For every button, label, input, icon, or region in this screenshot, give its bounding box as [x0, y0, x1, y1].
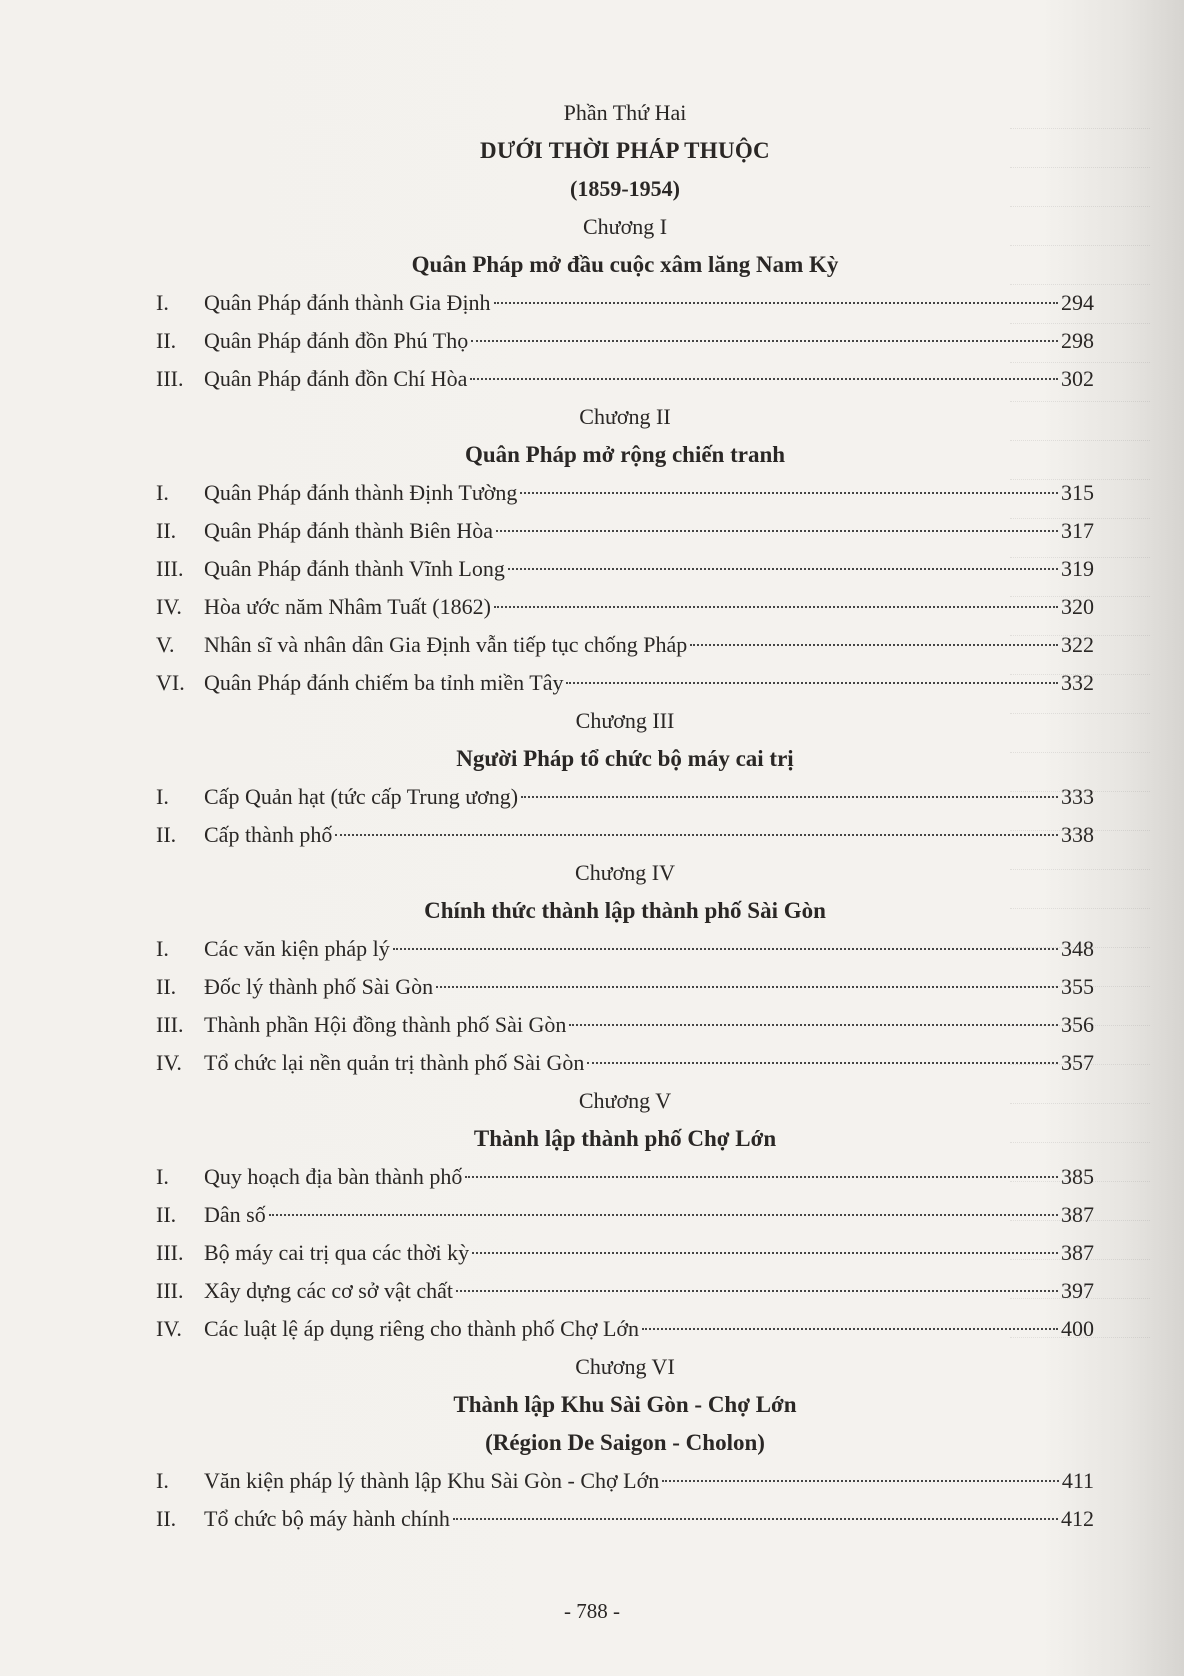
dot-leader	[456, 1290, 1058, 1292]
toc-entry[interactable]	[156, 1158, 1094, 1196]
entry-page-number: 355	[1061, 974, 1094, 999]
entry-page-number: 333	[1061, 784, 1094, 809]
entry-page-number: 315	[1061, 480, 1094, 505]
page-number: - 788 -	[564, 1599, 620, 1623]
part-label: Phần Thứ Hai	[563, 100, 687, 125]
entry-title: Thành phần Hội đồng thành phố Sài Gòn	[204, 1012, 567, 1037]
entry-number: I.	[156, 784, 169, 809]
entry-title: Quân Pháp đánh thành Định Tường	[204, 480, 518, 505]
dot-leader	[662, 1480, 1059, 1482]
toc-entry[interactable]	[156, 360, 1094, 398]
entry-title: Cấp Quản hạt (tức cấp Trung ương)	[204, 784, 519, 809]
dot-leader	[520, 492, 1058, 494]
chapter-title: Chính thức thành lập thành phố Sài Gòn	[424, 898, 826, 923]
chapter-label: Chương II	[579, 404, 671, 429]
toc-entry[interactable]	[156, 550, 1094, 588]
entry-page-number: 397	[1061, 1278, 1094, 1303]
entry-title: Quy hoạch địa bàn thành phố	[204, 1164, 463, 1189]
dot-leader	[465, 1176, 1058, 1178]
entry-title: Văn kiện pháp lý thành lập Khu Sài Gòn - Chợ Lớn	[204, 1468, 660, 1493]
toc-entry[interactable]	[156, 1196, 1094, 1234]
entry-title: Dân số	[204, 1202, 266, 1227]
entry-number: III.	[156, 366, 184, 391]
dot-leader	[470, 378, 1058, 380]
toc-entry[interactable]	[156, 284, 1094, 322]
entry-page-number: 298	[1061, 328, 1094, 353]
entry-title: Đốc lý thành phố Sài Gòn	[204, 974, 434, 999]
dot-leader	[472, 1252, 1058, 1254]
entry-title: Các văn kiện pháp lý	[204, 936, 390, 961]
dot-leader	[453, 1518, 1058, 1520]
entry-title: Quân Pháp đánh đồn Phú Thọ	[204, 328, 469, 353]
toc-entry[interactable]	[156, 1310, 1094, 1348]
entry-title: Quân Pháp đánh thành Vĩnh Long	[204, 556, 505, 581]
entry-page-number: 385	[1061, 1164, 1094, 1189]
toc-entry[interactable]	[156, 1500, 1094, 1538]
entry-title: Nhân sĩ và nhân dân Gia Định vẫn tiếp tục chống Pháp	[204, 632, 688, 657]
entry-number: I.	[156, 936, 169, 961]
chapter-title: Quân Pháp mở rộng chiến tranh	[464, 442, 786, 467]
entry-page-number: 411	[1061, 1468, 1094, 1493]
toc-entry[interactable]	[156, 1462, 1094, 1500]
toc-entry[interactable]	[156, 968, 1094, 1006]
entry-number: IV.	[156, 594, 182, 619]
entry-number: III.	[156, 1012, 184, 1037]
chapter-list	[156, 208, 1094, 1538]
chapter-title: Quân Pháp mở đầu cuộc xâm lăng Nam Kỳ	[411, 252, 839, 277]
entry-number: IV.	[156, 1050, 182, 1075]
entry-title: Quân Pháp đánh thành Gia Định	[204, 290, 491, 315]
entry-page-number: 387	[1061, 1240, 1094, 1265]
entry-title: Xây dựng các cơ sở vật chất	[204, 1278, 453, 1303]
entry-number: II.	[156, 328, 177, 353]
dot-leader	[494, 302, 1058, 304]
entry-title: Tổ chức bộ máy hành chính	[204, 1506, 450, 1531]
entry-number: II.	[156, 822, 177, 847]
dot-leader	[642, 1328, 1058, 1330]
entry-number: IV.	[156, 1316, 182, 1341]
toc-entry[interactable]	[156, 474, 1094, 512]
entry-number: I.	[156, 1468, 169, 1493]
entry-page-number: 320	[1061, 594, 1094, 619]
entry-page-number: 294	[1061, 290, 1094, 315]
entry-page-number: 412	[1061, 1506, 1094, 1531]
dot-leader	[436, 986, 1058, 988]
entry-number: III.	[156, 1278, 184, 1303]
part-title: DƯỚI THỜI PHÁP THUỘC	[480, 138, 770, 163]
chapter-label: Chương V	[578, 1088, 672, 1113]
dot-leader	[521, 796, 1058, 798]
dot-leader	[494, 606, 1058, 608]
entry-page-number: 338	[1061, 822, 1094, 847]
table-of-contents	[156, 94, 1094, 1538]
toc-entry[interactable]	[156, 664, 1094, 702]
dot-leader	[587, 1062, 1058, 1064]
entry-page-number: 387	[1061, 1202, 1094, 1227]
entry-title: Quân Pháp đánh thành Biên Hòa	[204, 518, 493, 543]
entry-number: III.	[156, 1240, 184, 1265]
dot-leader	[566, 682, 1058, 684]
entry-title: Các luật lệ áp dụng riêng cho thành phố Chợ Lớn	[204, 1316, 640, 1341]
entry-page-number: 348	[1061, 936, 1094, 961]
entry-page-number: 302	[1061, 366, 1094, 391]
toc-entry[interactable]	[156, 1234, 1094, 1272]
toc-entry[interactable]	[156, 1272, 1094, 1310]
dot-leader	[569, 1024, 1058, 1026]
entry-page-number: 319	[1061, 556, 1094, 581]
entry-number: II.	[156, 974, 177, 999]
dot-leader	[496, 530, 1058, 532]
entry-page-number: 357	[1061, 1050, 1094, 1075]
entry-number: VI.	[156, 670, 185, 695]
entry-number: V.	[156, 632, 175, 657]
toc-entry[interactable]	[156, 626, 1094, 664]
chapter-title: Người Pháp tổ chức bộ máy cai trị	[456, 746, 794, 771]
entry-title: Hòa ước năm Nhâm Tuất (1862)	[204, 594, 491, 619]
entry-number: II.	[156, 1202, 177, 1227]
entry-number: II.	[156, 1506, 177, 1531]
entry-number: I.	[156, 290, 169, 315]
entry-number: II.	[156, 518, 177, 543]
dot-leader	[690, 644, 1058, 646]
part-years: (1859-1954)	[570, 176, 680, 201]
chapter-label: Chương I	[582, 214, 668, 239]
entry-title: Bộ máy cai trị qua các thời kỳ	[204, 1240, 470, 1265]
entry-page-number: 332	[1061, 670, 1094, 695]
toc-entry[interactable]	[156, 930, 1094, 968]
toc-entry[interactable]	[156, 512, 1094, 550]
chapter-label: Chương III	[575, 708, 675, 733]
toc-entry[interactable]	[156, 816, 1094, 854]
toc-entry[interactable]	[156, 322, 1094, 360]
chapter-title: Thành lập thành phố Chợ Lớn	[473, 1126, 777, 1151]
dot-leader	[508, 568, 1058, 570]
entry-page-number: 317	[1061, 518, 1094, 543]
toc-entry[interactable]	[156, 778, 1094, 816]
dot-leader	[335, 834, 1058, 836]
entry-number: I.	[156, 1164, 169, 1189]
toc-entry[interactable]	[156, 1006, 1094, 1044]
entry-page-number: 322	[1061, 632, 1094, 657]
entry-title: Cấp thành phố	[204, 822, 333, 847]
chapter-title: Thành lập Khu Sài Gòn - Chợ Lớn	[453, 1392, 797, 1417]
entry-title: Tổ chức lại nền quản trị thành phố Sài Gòn	[204, 1050, 585, 1075]
entry-title: Quân Pháp đánh chiếm ba tỉnh miền Tây	[204, 670, 564, 695]
dot-leader	[393, 948, 1058, 950]
entry-number: I.	[156, 480, 169, 505]
toc-entry[interactable]	[156, 1044, 1094, 1082]
dot-leader	[471, 340, 1058, 342]
chapter-label: Chương VI	[575, 1354, 675, 1379]
entry-title: Quân Pháp đánh đồn Chí Hòa	[204, 366, 468, 391]
entry-page-number: 356	[1061, 1012, 1094, 1037]
entry-number: III.	[156, 556, 184, 581]
chapter-label: Chương IV	[575, 860, 675, 885]
toc-entry[interactable]	[156, 588, 1094, 626]
dot-leader	[269, 1214, 1058, 1216]
entry-page-number: 400	[1061, 1316, 1094, 1341]
chapter-subtitle: (Région De Saigon - Cholon)	[485, 1430, 765, 1455]
